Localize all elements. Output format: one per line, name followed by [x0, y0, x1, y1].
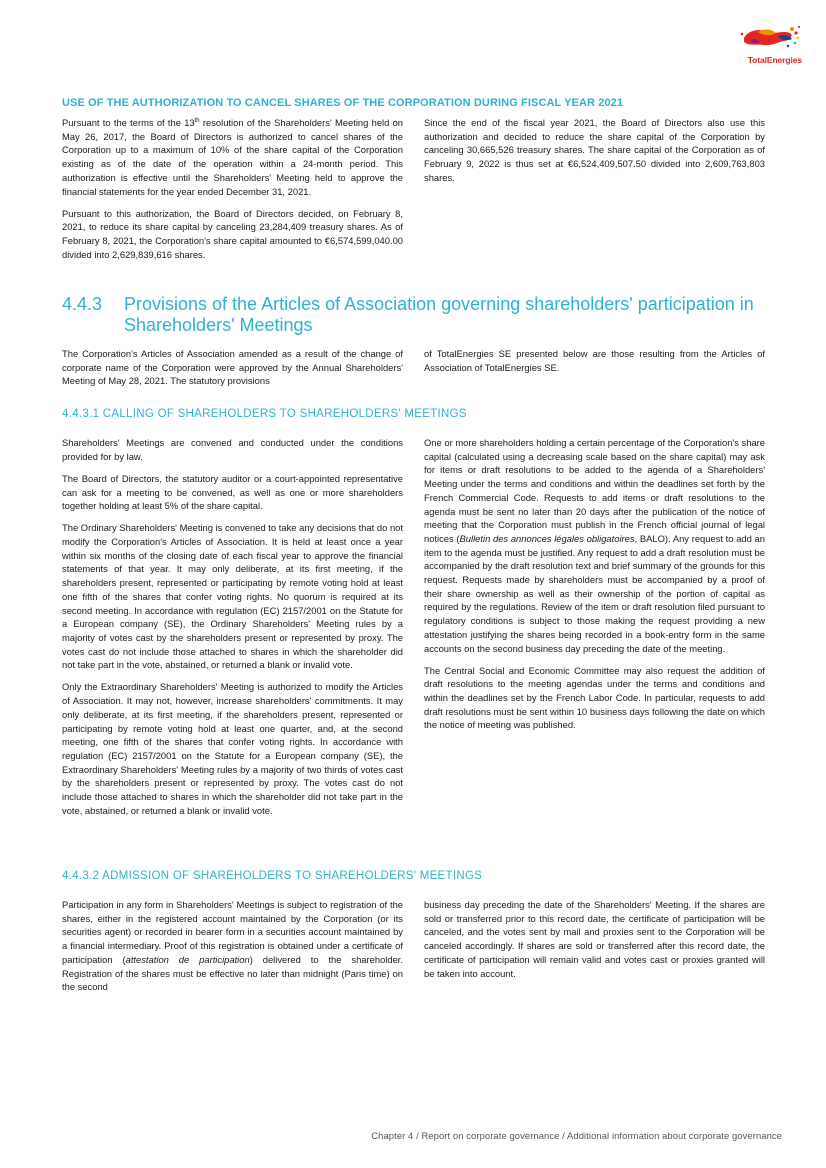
- italic-text: Bulletin des annonces légales obligatoires: [459, 532, 635, 544]
- paragraph: The Board of Directors, the statutory auditor or a court-appointed representative can ask for a meeting to be convened, as well as one or more shareholders together holding at least 5% of the share capital.: [62, 472, 403, 512]
- subsection-title-calling: 4.4.3.1 CALLING OF SHAREHOLDERS TO SHAREHOLDERS' MEETINGS: [62, 408, 467, 420]
- section2-right-column: [424, 347, 765, 383]
- paragraph: The Ordinary Shareholders' Meeting is convened to take any decisions that do not modify the Corporation's Articles of Association. It is held at least once a year within six months of the closing date of each fiscal year to approve the financial statements of that year. It may only deliberate, at its first meeting, if the shareholders present, represented or participating by remote voting hold at least one fifth of the shares that confer voting rights. No quorum is required at its second meeting. In accordance with regulation (EC) 2157/2001 on the Statute for a European company (SE), the Ordinary Shareholders' Meeting rules by a majority of votes cast by the shareholders present or represented by proxy. The votes cast do not include those attached to shares in which the shareholder did not take part in the vote, abstained, or returned a blank or invalid vote.: [62, 522, 403, 671]
- section-heading-4-4-3: [62, 294, 774, 336]
- section3-left-column: [62, 436, 403, 826]
- paragraph: [62, 898, 403, 994]
- paragraph: Since the end of the fiscal year 2021, the Board of Directors also use this authorization and decided to reduce the share capital of the Corporation by canceling 30,665,526 treasury shares. The share capital of the Corporation as of February 9, 2022 is thus set at €6,524,409,507.50 divided into 2,609,763,803 shares.: [424, 117, 765, 183]
- paragraph: business day preceding the date of the Shareholders' Meeting. If the shares are sold or transferred prior to this record date, the certificate of participation will be canceled, and the votes sent by mail and proxies sent to the Corporation will be canceled accordingly. If shares are sold or transferred after this record date, the certificate of participation will remain valid and votes cast or proxies granted will be taken into account.: [424, 899, 765, 979]
- superscript: th: [194, 117, 200, 124]
- paragraph: The Corporation's Articles of Association amended as a result of the change of corporate name of the Corporation were approved by the Annual Shareholders' Meeting of May 28, 2021. The statutory provisions: [62, 348, 403, 387]
- section-title-cancel-shares: USE OF THE AUTHORIZATION TO CANCEL SHARES OF THE CORPORATION DURING FISCAL YEAR 2021: [62, 97, 624, 109]
- text-span: Participation in any form in Shareholders' Meetings is subject to registration of the shares, either in the registered account maintained by the Corporation (or its securities agent) or recorded in bearer form in a securities account maintained by a financial intermediary. Proof of this registration is obtained under a certificate of participation (: [62, 899, 403, 965]
- paragraph: of TotalEnergies SE presented below are those resulting from the Articles of Association of TotalEnergies SE.: [424, 348, 765, 373]
- paragraph: The Central Social and Economic Committee may also request the addition of draft resolutions to the meeting agendas under the terms and conditions and within the deadlines set by the French Labor Code. In particular, requests to add draft resolutions must be sent within 10 business days following the date on which the notice of meeting was published.: [424, 664, 765, 731]
- paragraph: Only the Extraordinary Shareholders' Meeting is authorized to modify the Articles of Association. It may not, however, increase shareholders' commitments. It may only deliberate, at its first meeting, if the shareholders present, represented or participating by remote voting hold at least one quarter, and, at the second meeting, one fifth of the shares that confer voting rights. In accordance with regulation (EC) 2157/2001 on the Statute for a European company (SE), the Extraordinary Shareholders' Meeting rules by a majority of two thirds of votes cast by the shareholders present or represented by proxy. The votes cast do not include those attached to shares in which the shareholder did not take part in the vote, abstained, or returned a blank or invalid vote.: [62, 681, 403, 816]
- italic-text: attestation de participation: [125, 953, 250, 965]
- section1-left-column: [62, 116, 403, 270]
- section3-right-column: [424, 436, 765, 741]
- text-span: Pursuant to the terms of the 13: [62, 117, 195, 128]
- section-heading-text: Provisions of the Articles of Association governing shareholders' participation in Shareholders' Meetings: [124, 294, 754, 335]
- section2-left-column: [62, 347, 403, 397]
- subsection-title-admission: 4.4.3.2 ADMISSION OF SHAREHOLDERS TO SHAREHOLDERS' MEETINGS: [62, 870, 483, 882]
- logo-wordmark: TotalEnergies: [747, 55, 802, 65]
- text-span: , BALO). Any request to add an item to the agenda must be justified. Any request to add a draft resolution must be accompanied by the draft resolution text and brief summary of the grounds for this request. Requests made by shareholders must be accompanied by a proof of their share ownership as well as their ownership of the portion of capital as required by the regulations. Review of the item or draft resolution filed pursuant to regulatory conditions is subject to those making the request providing a new attestation justifying the shares being recorded in a book-entry form in the same accounts on the second business day preceding the date of the meeting.: [424, 532, 765, 654]
- company-logo: [738, 24, 802, 70]
- text-span: One or more shareholders holding a certain percentage of the Corporation's share capital (calculated using a decreasing scale based on the share capital) may ask for items or draft resolutions to be added to the agenda of a Shareholders' Meeting under the terms and conditions and within the deadlines set forth by the French Commercial Code. Requests to add items or draft resolutions to the agenda must be sent no later than 20 days after the publication of the notice of meeting that the Corporation must publish in the French official journal of legal notices (: [424, 437, 765, 544]
- section1-right-column: [424, 116, 765, 193]
- paragraph: Shareholders' Meetings are convened and conducted under the conditions provided for by law.: [62, 437, 403, 462]
- totalenergies-logo-icon: [738, 24, 802, 54]
- page-footer: Chapter 4 / Report on corporate governance / Additional information about corporate governance: [371, 1130, 782, 1141]
- paragraph: [62, 207, 403, 262]
- text-span: resolution of the Shareholders' Meeting held on May 26, 2017, the Board of Directors is authorized to cancel shares of the Corporation up to a maximum of 10% of the share capital of the Corporation existing as of the date of the operation within a 24-month period. This authorization is effective until the Shareholders' Meeting held to approve the financial statements for the year ended December 31, 2021.: [62, 117, 404, 197]
- text-span: ) delivered to the shareholder. Registration of the shares must be effective no later than midnight (Paris time) on the second: [62, 953, 404, 993]
- text-span: Pursuant to this authorization, the Board of Directors decided, on February 8, 2021, to reduce its share capital by canceling 23,284,409 treasury shares. As of February 8, 2021, the Corporation's share capital amounted to €6,574,599,040.00 divided into 2,629,839,616 shares.: [62, 207, 403, 260]
- paragraph: [424, 436, 765, 655]
- section-number: 4.4.3: [62, 294, 103, 314]
- section4-left-column: [62, 898, 403, 1002]
- paragraph: [62, 116, 403, 198]
- section4-right-column: [424, 898, 765, 989]
